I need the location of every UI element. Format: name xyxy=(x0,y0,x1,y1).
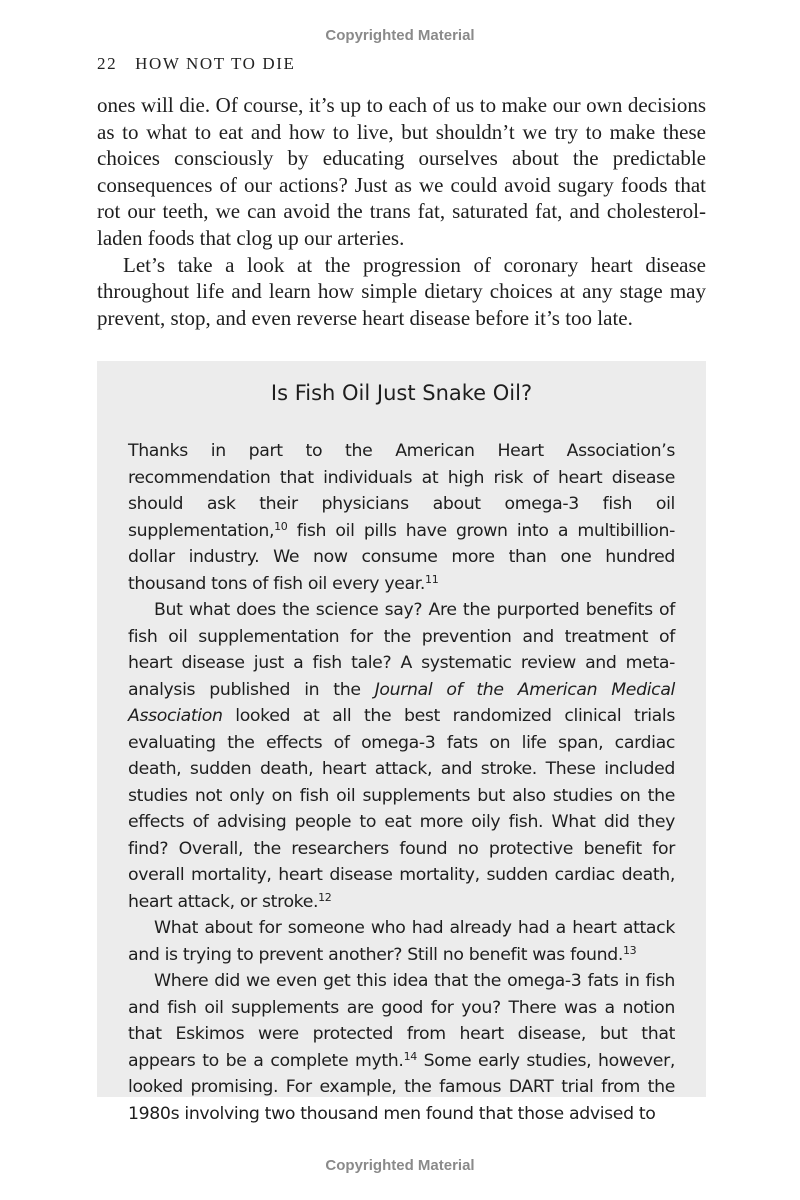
watermark-top: Copyrighted Material xyxy=(325,27,475,44)
body-paragraph-1: ones will die. Of course, it’s up to each of us to make our own decisions as to what to eat and how to live, but shouldn’t we try to make these choices consciously by educating ourselves about the predictable consequences of our actions? Just as we could avoid sugary foods that rot our teeth, we can avoid the trans fat, saturated fat, and cholesterol-laden foods that clog up our arteries. xyxy=(97,93,706,250)
sidebar-box xyxy=(97,361,706,1124)
text-run: But what does the science say? Are the purported benefits of fish oil supplementation for the prevention and treatment of heart disease just a fish tale? A systematic review and meta-analysis published in the xyxy=(128,600,675,700)
journal-title: Journal of the American Medical Association xyxy=(128,679,676,726)
footnote-ref: 14 xyxy=(403,1049,417,1063)
sidebar-paragraph-1 xyxy=(128,438,675,597)
sidebar-paragraph-2 xyxy=(128,597,675,915)
footnote-ref: 13 xyxy=(623,943,637,957)
footnote-ref: 11 xyxy=(425,572,439,586)
page-number: 22 xyxy=(97,54,118,73)
watermark-bottom: Copyrighted Material xyxy=(325,1157,475,1174)
text-run: fish oil pills have grown into a multibillion-dollar industry. We now consume more than one hundred thousand tons of fish oil every year. xyxy=(128,520,675,594)
text-run: looked at all the best randomized clinical trials evaluating the effects of omega-3 fats on life span, cardiac death, sudden death, heart attack, and stroke. These included studies not only on fish oil supplements but also studies on the effects of advising people to eat more oily fish. What did they find? Overall, the researchers found no protective benefit for overall mortality, heart disease mortality, sudden cardiac death, heart attack, or stroke. xyxy=(128,706,675,912)
text-run: Some early studies, however, looked promising. For example, the famous DART trial from the 1980s involving two thousand men found that those advised to xyxy=(128,1050,675,1124)
running-head xyxy=(97,54,296,74)
sidebar-title: Is Fish Oil Just Snake Oil? xyxy=(270,381,533,405)
sidebar-paragraph-3 xyxy=(128,915,675,968)
footnote-ref: 12 xyxy=(318,890,332,904)
text-run: Thanks in part to the American Heart Association’s recommendation that individuals at high risk of heart disease should ask their physicians about omega-3 fish oil supplementation, xyxy=(128,441,675,541)
footnote-ref: 10 xyxy=(274,519,288,533)
main-text xyxy=(97,92,706,331)
sidebar-body xyxy=(128,438,675,1127)
sidebar-paragraph-4 xyxy=(128,968,675,1127)
text-run: Where did we even get this idea that the omega-3 fats in fish and fish oil supplements are good for you? There was a notion that Eskimos were protected from heart disease, but that appears to be a complete myth. xyxy=(128,971,675,1071)
body-paragraph-2: Let’s take a look at the progression of coronary heart disease throughout life and learn how simple dietary choices at any stage may prevent, stop, and even reverse heart disease before it’s too late. xyxy=(97,252,706,330)
book-title: HOW NOT TO DIE xyxy=(135,54,296,73)
text-run: What about for someone who had already had a heart attack and is trying to prevent another? Still no benefit was found. xyxy=(128,918,675,965)
